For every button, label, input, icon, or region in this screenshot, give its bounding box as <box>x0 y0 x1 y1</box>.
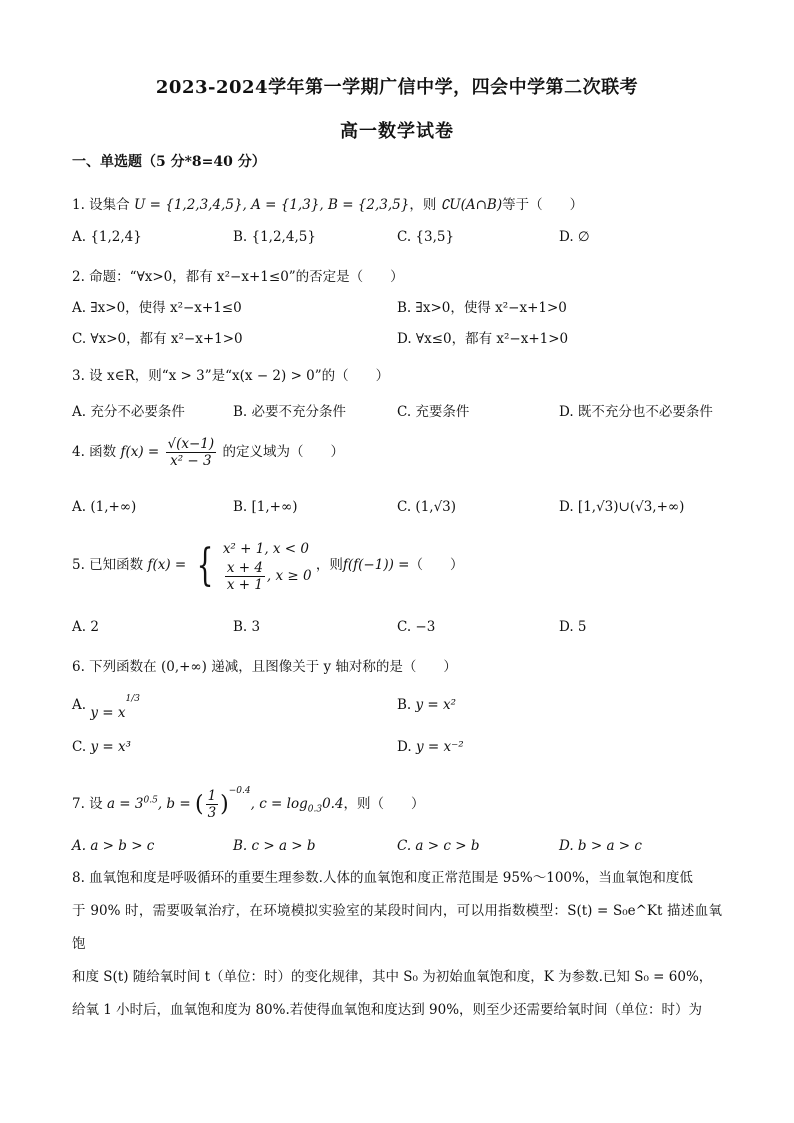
q7-b-exponent: −0.4 <box>228 785 251 796</box>
q7-c-argument: 0.4 <box>322 796 344 812</box>
q7-suffix: ，则（ ） <box>343 796 425 812</box>
q7-option-d: D. b > a > c <box>559 838 642 854</box>
q5-case-2-denominator: x + 1 <box>226 577 263 593</box>
question-2: 2. 命题：“∀x>0，都有 x²−x+1≤0”的否定是（ ） <box>72 269 404 285</box>
q6-option-c-letter: C. <box>72 739 87 755</box>
q5-case-1: x² + 1, x < 0 <box>222 541 310 557</box>
left-brace-icon: { <box>196 539 213 591</box>
q8-line-2: 于 90% 时，需要吸氧治疗，在环境模拟实验室的某段时间内，可以用指数模型：S(t) = S₀e^Kt 描述血氧饱 <box>72 903 722 952</box>
q6-option-a <box>72 694 140 721</box>
q7-prefix: 7. 设 <box>72 796 103 812</box>
q7-a-exponent: 0.5 <box>143 795 158 806</box>
q1-sets: U = {1,2,3,4,5}, A = {1,3}, B = {2,3,5} <box>133 197 410 213</box>
q7-b: , b = <box>157 796 191 812</box>
q6-option-b <box>397 697 456 713</box>
q7-option-a: A. a > b > c <box>72 838 155 854</box>
q7-right-paren: ) <box>220 792 229 817</box>
q2-option-b: B. ∃x>0，使得 x²−x+1>0 <box>397 300 567 316</box>
q7-option-c: C. a > c > b <box>397 838 480 854</box>
q5-expr: f(f(−1)) = <box>342 557 410 573</box>
q2-option-d: D. ∀x≤0，都有 x²−x+1>0 <box>397 331 569 347</box>
q3-option-a: A. 充分不必要条件 <box>72 404 185 420</box>
q6-option-a-expr: y = x <box>90 705 126 721</box>
question-6: 6. 下列函数在 (0,+∞) 递减，且图像关于 y 轴对称的是（ ） <box>72 659 457 675</box>
q5-prefix: 5. 已知函数 <box>72 557 144 573</box>
question-8 <box>72 862 722 1027</box>
q4-prefix: 4. 函数 <box>72 444 117 460</box>
q5-case-2-fraction <box>225 560 265 593</box>
q5-option-a: A. 2 <box>72 619 99 635</box>
q6-option-d-expr: y = x⁻² <box>415 739 464 755</box>
q6-option-b-expr: y = x² <box>415 697 457 713</box>
q4-option-a: A. (1,+∞) <box>72 499 137 515</box>
q7-a: a = 3 <box>106 796 144 812</box>
exam-subtitle: 高一数学试卷 <box>340 121 454 142</box>
question-5 <box>72 538 463 593</box>
q4-denominator: x² − 3 <box>170 453 212 469</box>
q7-b-fraction <box>206 788 219 821</box>
q7-b-denominator: 3 <box>207 805 217 821</box>
question-1 <box>72 193 583 213</box>
q6-option-d <box>397 739 464 755</box>
q1-option-a: A. {1,2,4} <box>72 229 142 245</box>
q5-option-d: D. 5 <box>559 619 587 635</box>
q8-line-3: 和度 S(t) 随给氧时间 t（单位：时）的变化规律，其中 S₀ 为初始血氧饱和度，K 为参数.已知 S₀ = 60%， <box>72 969 713 985</box>
q5-case-2-numerator: x + 4 <box>226 560 263 576</box>
q6-option-d-letter: D. <box>397 739 412 755</box>
q4-numerator: √(x−1) <box>167 436 215 452</box>
q5-suffix: （ ） <box>409 557 464 573</box>
q3-option-d: D. 既不充分也不必要条件 <box>559 404 713 420</box>
q4-option-d: D. [1,√3)∪(√3,+∞) <box>559 499 685 515</box>
q4-option-c: C. (1,√3) <box>397 499 457 515</box>
q8-line-1: 8. 血氧饱和度是呼吸循环的重要生理参数.人体的血氧饱和度正常范围是 95%～100%，当血氧饱和度低 <box>72 870 693 886</box>
q6-option-b-letter: B. <box>397 697 412 713</box>
q3-option-c: C. 充要条件 <box>397 404 470 420</box>
q7-c: , c = log <box>250 796 308 812</box>
q8-line-4: 给氧 1 小时后，血氧饱和度为 80%.若使得血氧饱和度达到 90%，则至少还需要给氧时间（单位：时）为 <box>72 1002 703 1018</box>
q5-mid: ，则 <box>315 557 343 573</box>
q4-suffix: 的定义域为（ ） <box>222 444 344 460</box>
q7-b-numerator: 1 <box>207 788 217 804</box>
q1-option-d: D. ∅ <box>559 229 590 245</box>
question-3: 3. 设 x∈R，则“x > 3”是“x(x − 2) > 0”的（ ） <box>72 368 390 384</box>
q7-c-base: 0.3 <box>307 804 323 815</box>
q5-case-2 <box>223 560 312 593</box>
question-4 <box>72 436 344 469</box>
q4-fraction <box>166 436 217 469</box>
q1-complement: ∁U(A∩B) <box>440 197 503 213</box>
q3-option-b: B. 必要不充分条件 <box>233 404 347 420</box>
q1-prefix: 1. 设集合 <box>72 197 130 213</box>
q1-option-b: B. {1,2,4,5} <box>233 229 316 245</box>
q7-option-b: B. c > a > b <box>233 838 316 854</box>
q7-left-paren: ( <box>194 792 204 817</box>
q1-suffix: 等于（ ） <box>502 197 584 213</box>
q2-option-a: A. ∃x>0，使得 x²−x+1≤0 <box>72 300 242 316</box>
q4-option-b: B. [1,+∞) <box>233 499 298 515</box>
q1-mid: ，则 <box>409 197 437 213</box>
q4-lhs: f(x) = <box>120 444 160 460</box>
q5-option-b: B. 3 <box>233 619 261 635</box>
q5-cases <box>223 538 312 593</box>
q5-case-2-condition: , x ≥ 0 <box>266 568 312 584</box>
q6-option-c-expr: y = x³ <box>90 739 131 755</box>
section-heading: 一、单选题（5 分*8=40 分） <box>72 154 266 170</box>
q5-option-c: C. −3 <box>397 619 436 635</box>
q6-option-a-letter: A. <box>72 697 87 713</box>
q6-option-c <box>72 739 131 755</box>
exam-title: 2023-2024学年第一学期广信中学，四会中学第二次联考 <box>155 77 639 98</box>
q6-option-a-exponent: 1/3 <box>125 694 140 704</box>
q1-option-c: C. {3,5} <box>397 229 455 245</box>
q5-lhs: f(x) = <box>147 557 187 573</box>
question-7 <box>72 785 425 821</box>
q2-option-c: C. ∀x>0，都有 x²−x+1>0 <box>72 331 243 347</box>
